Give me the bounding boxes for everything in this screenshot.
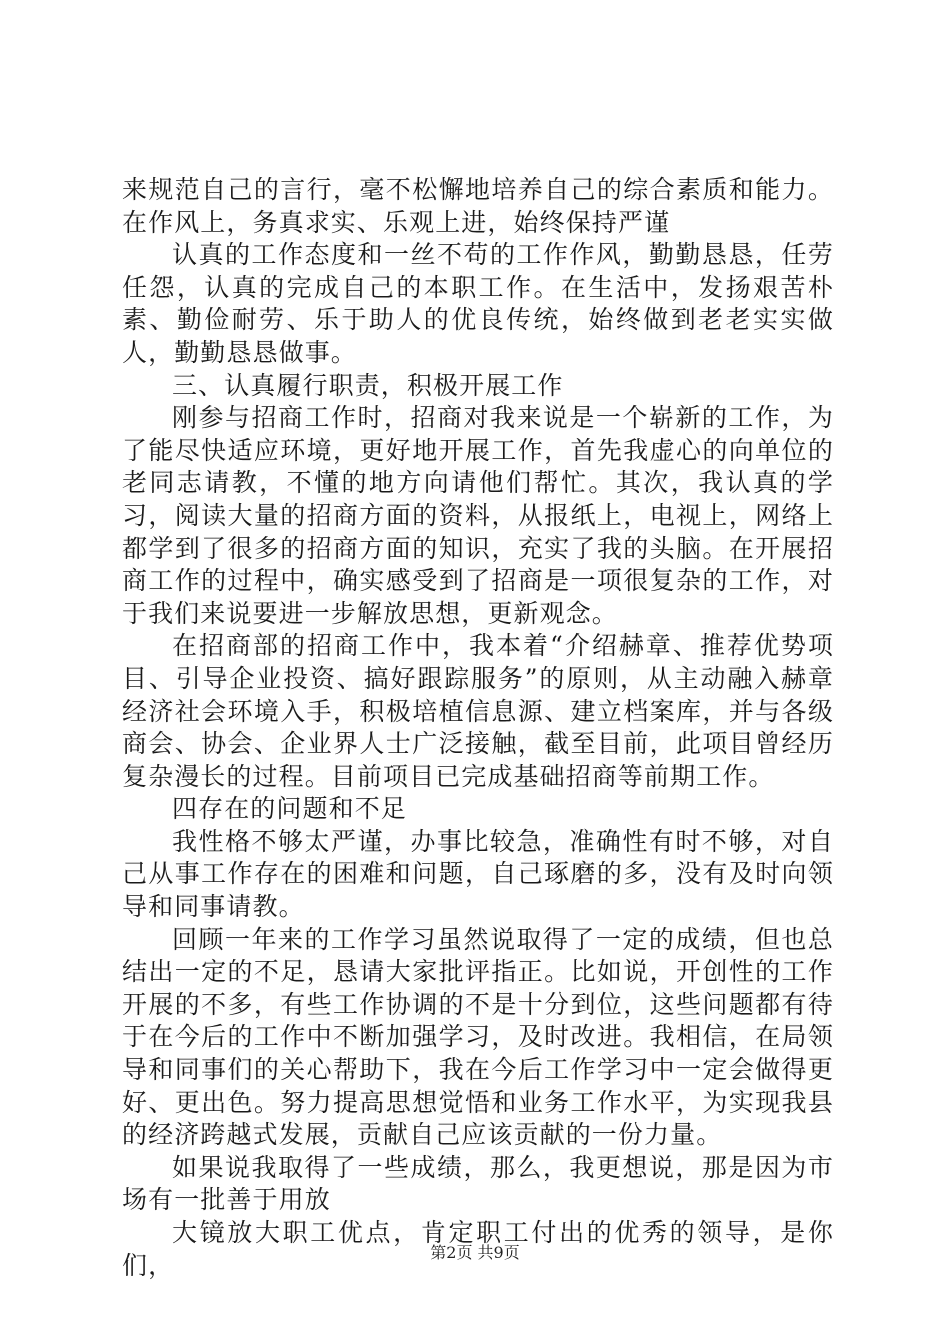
paragraph: 来规范自己的言行，毫不松懈地培养自己的综合素质和能力。在作风上，务真求实、乐观上进，始终保持严谨	[122, 175, 834, 237]
section-heading: 四存在的问题和不足	[172, 794, 407, 824]
paragraph: 刚参与招商工作时，招商对我来说是一个崭新的工作，为了能尽快适应环境，更好地开展工作，首先我虚心的向单位的老同志请教，不懂的地方向请他们帮忙。其次，我认真的学习，阅读大量的招商方面的资料，从报纸上，电视上，网络上都学到了很多的招商方面的知识，充实了我的头脑。在开展招商工作的过程中，确实感受到了招商是一项很复杂的工作，对于我们来说要进一步解放思想，更新观念。	[122, 403, 834, 628]
paragraph: 如果说我取得了一些成绩，那么，我更想说，那是因为市场有一批善于用放	[122, 1152, 834, 1215]
paragraph: 我性格不够太严谨，办事比较急，准确性有时不够，对自己从事工作存在的困难和问题，自己琢磨的多，没有及时向领导和同事请教。	[122, 826, 834, 922]
paragraph: 在招商部的招商工作中，我本着“介绍赫章、推荐优势项目、引导企业投资、搞好跟踪服务”的原则，从主动融入赫章经济社会环境入手，积极培植信息源、建立档案库，并与各级商会、协会、企业界人士广泛接触，截至目前，此项目曾经历复杂漫长的过程。目前项目已完成基础招商等前期工作。	[122, 631, 834, 791]
section-heading: 三、认真履行职责，积极开展工作	[172, 370, 564, 400]
paragraph: 认真的工作态度和一丝不苟的工作作风，勤勤恳恳，任劳任怨，认真的完成自己的本职工作。在生活中，发扬艰苦朴素、勤俭耐劳、乐于助人的优良传统，始终做到老老实实做人，勤勤恳恳做事。	[122, 240, 834, 367]
paragraph: 大镜放大职工优点，肯定职工付出的优秀的领导，是你们，	[122, 1218, 834, 1280]
page-number-footer: 第2页 共9页	[430, 1243, 520, 1262]
paragraph: 回顾一年来的工作学习虽然说取得了一定的成绩，但也总结出一定的不足，恳请大家批评指正。比如说，开创性的工作开展的不多，有些工作协调的不是十分到位，这些问题都有待于在今后的工作中不断加强学习，及时改进。我相信，在局领导和同事们的关心帮助下，我在今后工作学习中一定会做得更好、更出色。努力提高思想觉悟和业务工作水平，为实现我县的经济跨越式发展，贡献自己应该贡献的一份力量。	[122, 924, 834, 1150]
document-body	[122, 174, 834, 1282]
